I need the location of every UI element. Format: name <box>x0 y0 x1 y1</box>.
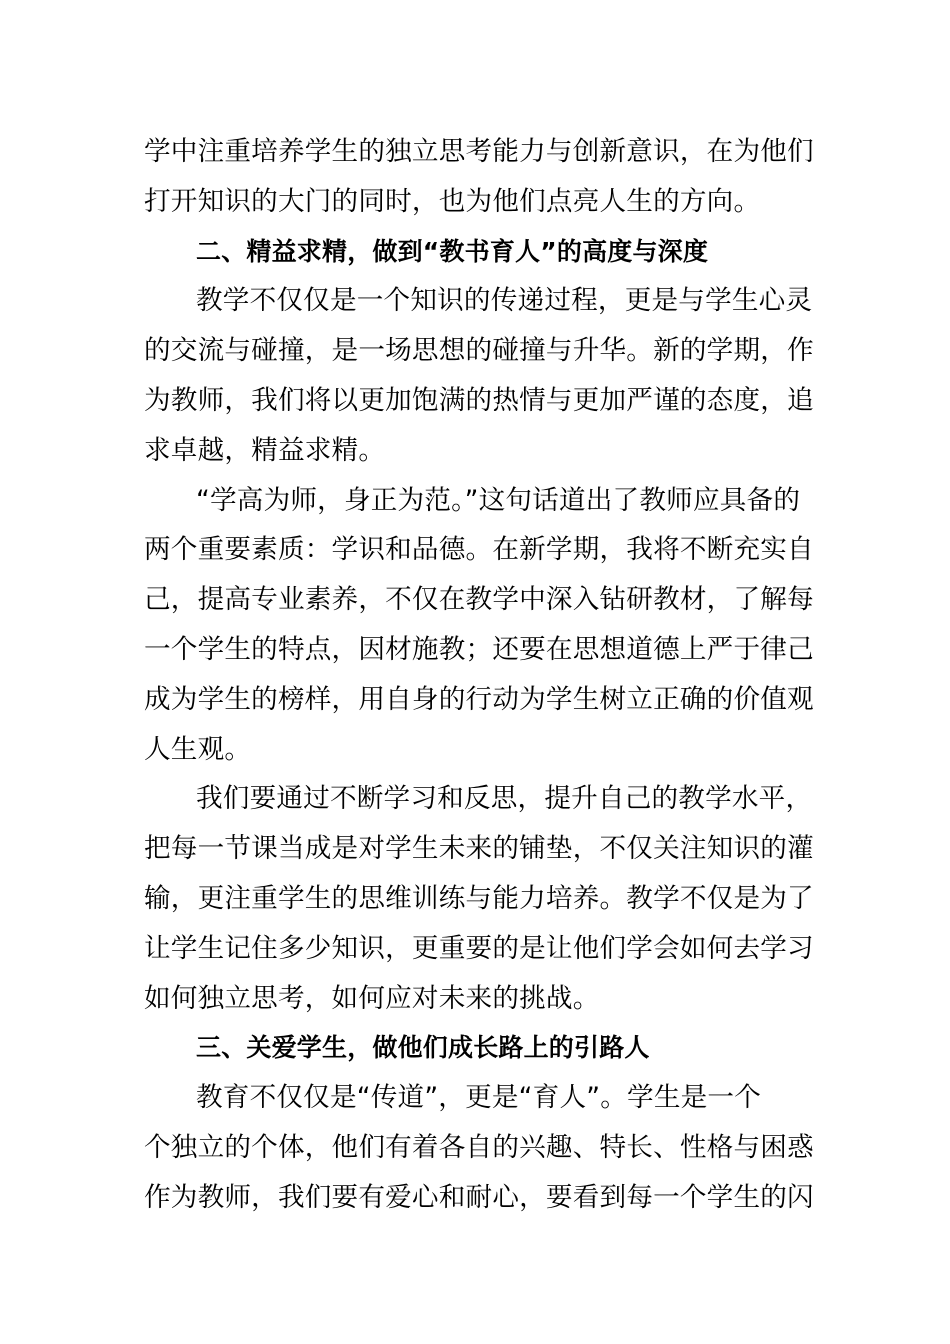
paragraph-first-line: 教学不仅仅是一个知识的传递过程，更是与学生心灵 <box>196 285 813 317</box>
paragraph-first-line: 我们要通过不断学习和反思，提升自己的教学水平， <box>196 783 813 815</box>
text-line: 作为教师，我们要有爱心和耐心，要看到每一个学生的闪 <box>144 1181 814 1213</box>
text-line: 人生观。 <box>144 733 252 765</box>
section-heading: 二、精益求精，做到“教书育人”的高度与深度 <box>196 236 709 266</box>
text-line: 两个重要素质：学识和品德。在新学期，我将不断充实自 <box>144 534 814 566</box>
paragraph-first-line: “学高为师，身正为范。”这句话道出了教师应具备的 <box>196 484 801 516</box>
text-line: 打开知识的大门的同时，也为他们点亮人生的方向。 <box>144 185 761 217</box>
text-line: 学中注重培养学生的独立思考能力与创新意识，在为他们 <box>144 136 814 167</box>
text-line: 为教师，我们将以更加饱满的热情与更加严谨的态度，追 <box>144 384 814 416</box>
text-line: 求卓越，精益求精。 <box>144 434 386 466</box>
text-line: 成为学生的榜样，用自身的行动为学生树立正确的价值观 <box>144 683 814 715</box>
document-page <box>144 127 814 1223</box>
section-heading: 三、关爱学生，做他们成长路上的引路人 <box>196 1033 650 1063</box>
text-line: 己，提高专业素养，不仅在教学中深入钻研教材，了解每 <box>144 584 814 616</box>
text-line: 一个学生的特点，因材施教；还要在思想道德上严于律己 <box>144 633 814 665</box>
text-line: 让学生记住多少知识，更重要的是让他们学会如何去学习 <box>144 932 814 964</box>
paragraph-first-line: 教育不仅仅是“传道”，更是“育人”。学生是一个 <box>196 1082 761 1114</box>
text-line: 输，更注重学生的思维训练与能力培养。教学不仅是为了 <box>144 882 814 914</box>
text-line: 如何独立思考，如何应对未来的挑战。 <box>144 982 600 1014</box>
text-line: 个独立的个体，他们有着各自的兴趣、特长、性格与困惑 <box>144 1131 814 1163</box>
text-line: 的交流与碰撞，是一场思想的碰撞与升华。新的学期，作 <box>144 335 814 367</box>
text-line: 把每一节课当成是对学生未来的铺垫，不仅关注知识的灌 <box>144 833 814 865</box>
